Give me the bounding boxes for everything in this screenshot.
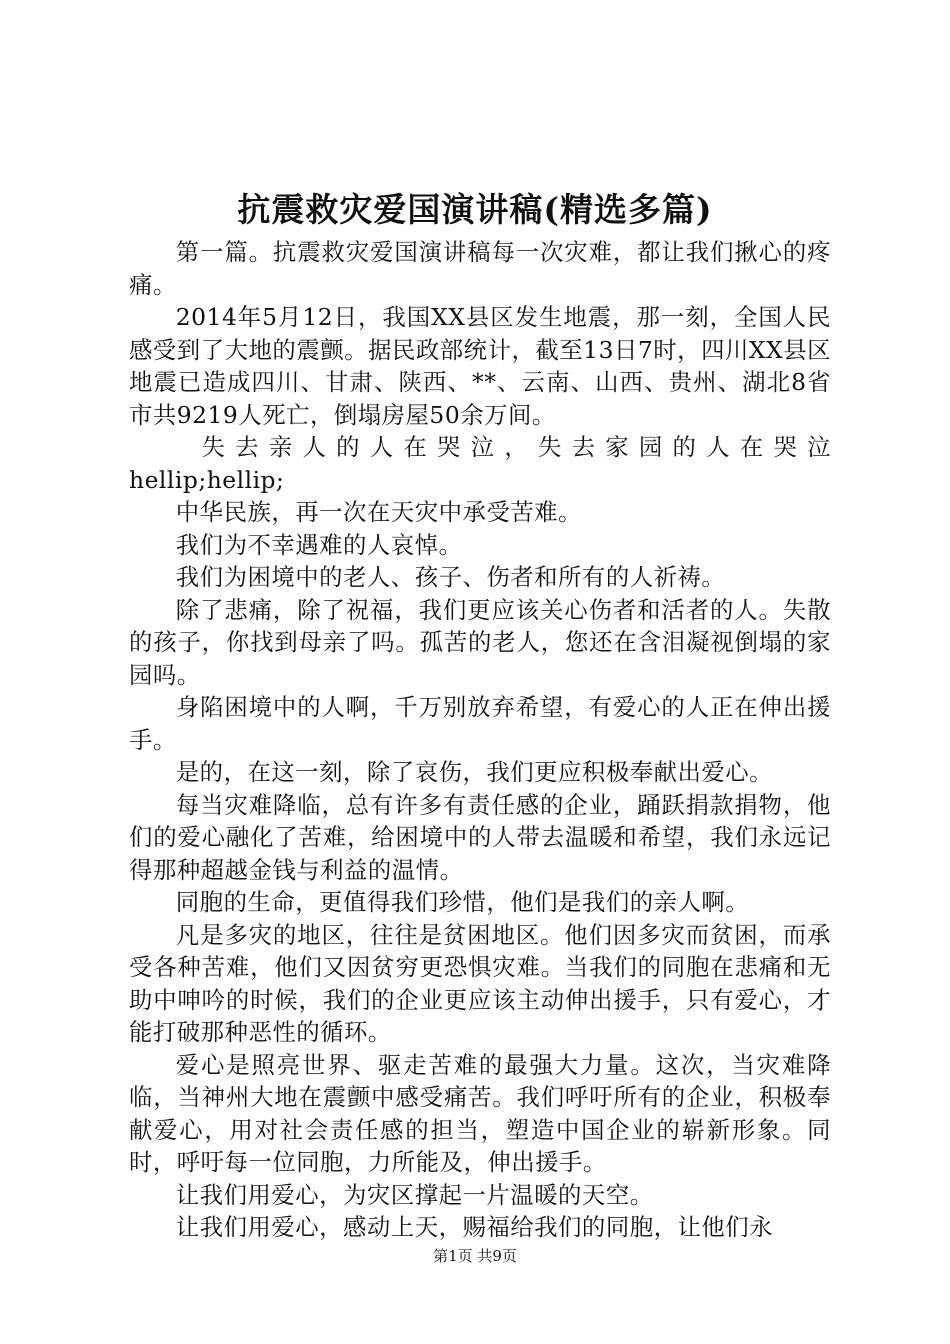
paragraph: 我们为困境中的老人、孩子、伤者和所有的人祈祷。 (175, 563, 726, 591)
paragraph: 我们为不幸遇难的人哀悼。 (175, 530, 463, 559)
paragraph: 中华民族，再一次在天灾中承受苦难。 (175, 498, 582, 526)
paragraph: 爱心是照亮世界、驱走苦难的最强大力量。这次，当灾难降临，当神州大地在震颤中感受痛苦。我们呼吁所有的企业，积极奉献爱心，用对社会责任感的担当，塑造中国企业的崭新形象。同时，呼吁每一位同胞，力所能及，伸出援手。 (129, 1050, 831, 1176)
paragraph: 凡是多灾的地区，往往是贫困地区。他们因多灾而贫困，而承受各种苦难，他们又因贫穷更恐惧灾难。当我们的同胞在悲痛和无助中呻吟的时候，我们的企业更应该主动伸出援手，只有爱心，才能打破那种恶性的循环。 (129, 920, 831, 1046)
document-body (129, 236, 831, 1244)
paragraph: 除了悲痛，除了祝福，我们更应该关心伤者和活者的人。失散的孩子，你找到母亲了吗。孤苦的老人，您还在含泪凝视倒塌的家园吗。 (129, 595, 831, 689)
paragraph: 是的，在这一刻，除了哀伤，我们更应积极奉献出爱心。 (175, 758, 774, 786)
paragraph: 失去亲人的人在哭泣，失去家园的人在哭泣 (201, 433, 831, 461)
paragraph: 第一篇。抗震救灾爱国演讲稿每一次灾难，都让我们揪心的疼痛。 (129, 238, 831, 299)
paragraph: 同胞的生命，更值得我们珍惜，他们是我们的亲人啊。 (175, 888, 750, 916)
document-title: 抗震救灾爱国演讲稿(精选多篇) (237, 190, 713, 229)
paragraph: 让我们用爱心，感动上天，赐福给我们的同胞，让他们永 (175, 1213, 774, 1241)
paragraph: 每当灾难降临，总有许多有责任感的企业，踊跃捐款捐物，他们的爱心融化了苦难，给困境中的人带去温暖和希望，我们永远记得那种超越金钱与利益的温情。 (129, 790, 831, 884)
paragraph: 让我们用爱心，为灾区撑起一片温暖的天空。 (175, 1180, 654, 1209)
paragraph: 2014年5月12日，我国XX县区发生地震，那一刻，全国人民感受到了大地的震颤。据民政部统计，截至13日7时，四川XX县区地震已造成四川、甘肃、陕西、**、云南、山西、贵州、湖北8省市共9219人死亡，倒塌房屋50余万间。 (129, 303, 831, 429)
paragraph: hellip;hellip; (129, 465, 285, 494)
paragraph: 身陷困境中的人啊，千万别放弃希望，有爱心的人正在伸出援手。 (129, 693, 831, 754)
page-footer: 第1页 共9页 (433, 1247, 517, 1265)
